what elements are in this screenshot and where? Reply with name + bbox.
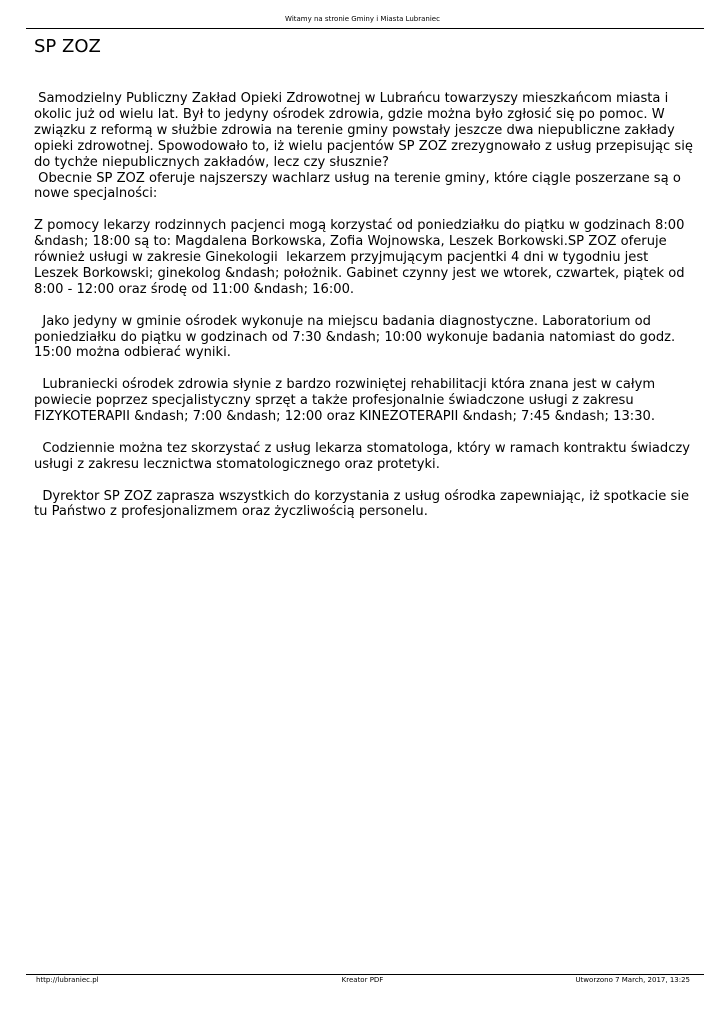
header-divider	[26, 28, 704, 29]
article-body	[34, 91, 698, 536]
footer-created-date: Utworzono 7 March, 2017, 13:25	[575, 976, 690, 984]
page-title: SP ZOZ	[34, 36, 101, 57]
paragraph-family-doctors: Z pomocy lekarzy rodzinnych pacjenci mogą korzystać od poniedziałku do piątku w godzinach 8:00 &ndash; 18:00 są to: Magdalena Borkowska, Zofia Wojnowska, Leszek Borkowski.SP ZOZ oferuje również usługi w zakresie Ginekologii lekarzem przyjmującym pacjentki 4 dni w tygodniu jest Leszek Borkowski; ginekolog &ndash; położnik. Gabinet czynny jest we wtorek, czwartek, piątek od 8:00 - 12:00 oraz środę od 11:00 &ndash; 16:00.	[34, 218, 689, 297]
paragraph-intro: Samodzielny Publiczny Zakład Opieki Zdrowotnej w Lubrańcu towarzyszy mieszkańcom miasta i okolic już od wielu lat. Był to jedyny ośrodek zdrowia, gdzie można było zgłosić się po pomoc. W związku z reformą w służbie zdrowia na terenie gminy powstały jeszcze dwa niepubliczne zakłady opieki zdrowotnej. Spowodowało to, iż wielu pacjentów SP ZOZ zrezygnowało z usług przepisując się do tychże niepublicznych zakładów, lecz czy słusznie?	[34, 91, 698, 170]
paragraph-services-intro: Obecnie SP ZOZ oferuje najszerszy wachlarz usług na terenie gminy, które ciągle poszerzane są o nowe specjalności:	[34, 170, 685, 202]
paragraph-dentist: Codziennie można tez skorzystać z usług lekarza stomatologa, który w ramach kontraktu świadczy usługi z zakresu lecznictwa stomatologicznego oraz protetyki.	[34, 440, 695, 472]
footer-url: http://lubraniec.pl	[36, 976, 99, 984]
paragraph-director: Dyrektor SP ZOZ zaprasza wszystkich do korzystania z usług ośrodka zapewniając, iż spotkacie sie tu Państwo z profesjonalizmem oraz życzliwością personelu.	[34, 488, 694, 520]
site-header-title: Witamy na stronie Gminy i Miasta Lubraniec	[285, 15, 440, 23]
paragraph-rehabilitation: Lubraniecki ośrodek zdrowia słynie z bardzo rozwiniętej rehabilitacji która znana jest w całym powiecie poprzez specjalistyczny sprzęt a także profesjonalnie świadczone usługi z zakresu FIZYKOTERAPII &ndash; 7:00 &ndash; 12:00 oraz KINEZOTERAPII &ndash; 7:45 &ndash; 13:30.	[34, 377, 660, 425]
footer-generator: Kreator PDF	[341, 976, 384, 984]
footer-divider	[26, 974, 704, 975]
paragraph-laboratory: Jako jedyny w gminie ośrodek wykonuje na miejscu badania diagnostyczne. Laboratorium od poniedziałku do piątku w godzinach od 7:30 &ndash; 10:00 wykonuje badania natomiast do godz. 15:00 można odbierać wyniki.	[34, 313, 680, 361]
